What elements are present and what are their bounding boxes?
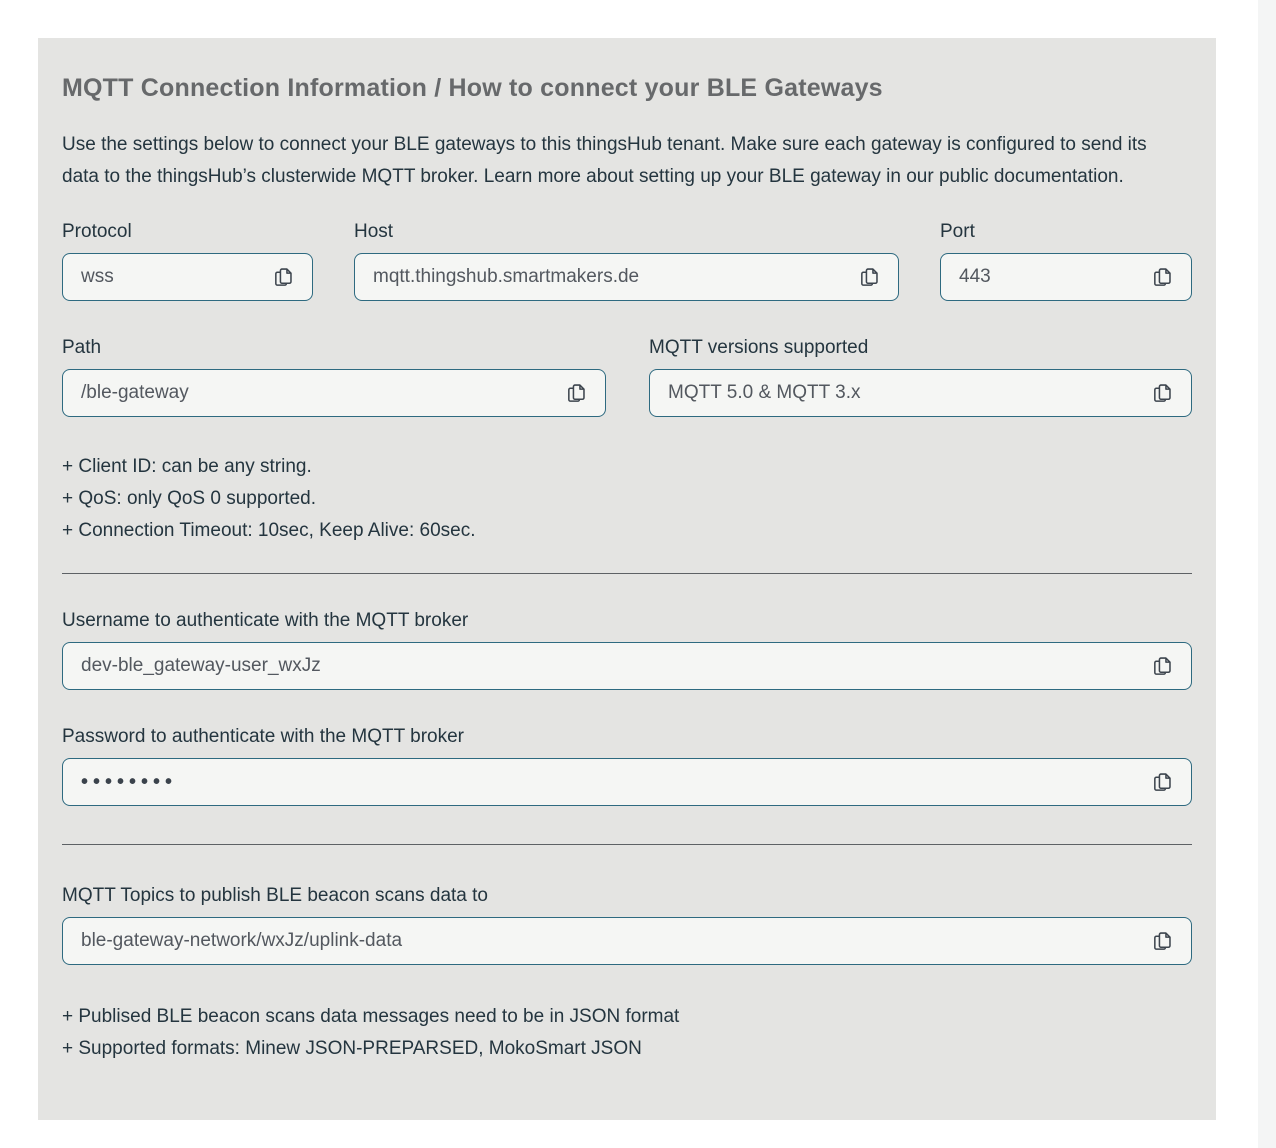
- username-copy-button[interactable]: [1151, 643, 1191, 689]
- username-input[interactable]: [63, 643, 1151, 689]
- mqtt-versions-input[interactable]: [650, 370, 1151, 416]
- protocol-input[interactable]: [63, 254, 272, 300]
- port-field-group: [940, 219, 1192, 301]
- path-input-wrap: [62, 369, 606, 417]
- description-text: Use the settings below to connect your BLE gateways to this thingsHub tenant. Make sure each gateway is configured to send its data to the thingsHub’s clusterwide MQTT broker. Learn more about setting up your BLE gateway in our public documentation.: [62, 134, 1147, 187]
- password-label: Password to authenticate with the MQTT broker: [62, 726, 464, 747]
- topic-notes-list: [62, 1001, 1192, 1065]
- topics-input[interactable]: [63, 918, 1151, 964]
- mqtt-versions-input-wrap: [649, 369, 1192, 417]
- port-label: Port: [940, 221, 975, 242]
- note-timeout: + Connection Timeout: 10sec, Keep Alive: 60sec.: [62, 520, 476, 541]
- copy-icon: [1151, 930, 1174, 953]
- protocol-field-group: [62, 219, 313, 301]
- username-field-group: [62, 608, 1192, 690]
- password-input[interactable]: [63, 759, 1151, 805]
- copy-icon: [1151, 771, 1174, 794]
- scrollbar-track[interactable]: [1258, 0, 1276, 1148]
- topics-field-group: [62, 883, 1192, 965]
- password-copy-button[interactable]: [1151, 759, 1191, 805]
- note-qos: + QoS: only QoS 0 supported.: [62, 488, 317, 509]
- connection-fields-row-1: [62, 219, 1192, 301]
- note-supported-formats: + Supported formats: Minew JSON-PREPARSED, MokoSmart JSON: [62, 1038, 642, 1059]
- note-json-format: + Publised BLE beacon scans data messages need to be in JSON format: [62, 1006, 680, 1027]
- protocol-label: Protocol: [62, 221, 132, 242]
- path-input[interactable]: [63, 370, 565, 416]
- host-field-group: [354, 219, 899, 301]
- protocol-copy-button[interactable]: [272, 254, 312, 300]
- section-divider: [62, 573, 1192, 574]
- username-input-wrap: [62, 642, 1192, 690]
- topics-copy-button[interactable]: [1151, 918, 1191, 964]
- password-field-group: [62, 724, 1192, 806]
- copy-icon: [1151, 655, 1174, 678]
- section-divider: [62, 844, 1192, 845]
- page-title: MQTT Connection Information / How to connect your BLE Gateways: [62, 74, 883, 102]
- mqtt-connection-card: [38, 38, 1216, 1120]
- note-client-id: + Client ID: can be any string.: [62, 456, 312, 477]
- copy-icon: [272, 266, 295, 289]
- topics-label: MQTT Topics to publish BLE beacon scans data to: [62, 885, 488, 906]
- connection-fields-row-2: [62, 335, 1192, 417]
- mqtt-versions-field-group: [649, 335, 1192, 417]
- mqtt-versions-label: MQTT versions supported: [649, 337, 869, 358]
- username-label: Username to authenticate with the MQTT broker: [62, 610, 469, 631]
- path-field-group: [62, 335, 606, 417]
- copy-icon: [1151, 266, 1174, 289]
- connection-notes-list: [62, 451, 1192, 547]
- topics-input-wrap: [62, 917, 1192, 965]
- protocol-input-wrap: [62, 253, 313, 301]
- port-copy-button[interactable]: [1151, 254, 1191, 300]
- copy-icon: [858, 266, 881, 289]
- host-label: Host: [354, 221, 394, 242]
- host-input[interactable]: [355, 254, 858, 300]
- mqtt-versions-copy-button[interactable]: [1151, 370, 1191, 416]
- port-input[interactable]: [941, 254, 1151, 300]
- path-label: Path: [62, 337, 102, 358]
- port-input-wrap: [940, 253, 1192, 301]
- host-input-wrap: [354, 253, 899, 301]
- path-copy-button[interactable]: [565, 370, 605, 416]
- password-input-wrap: [62, 758, 1192, 806]
- copy-icon: [1151, 382, 1174, 405]
- copy-icon: [565, 382, 588, 405]
- host-copy-button[interactable]: [858, 254, 898, 300]
